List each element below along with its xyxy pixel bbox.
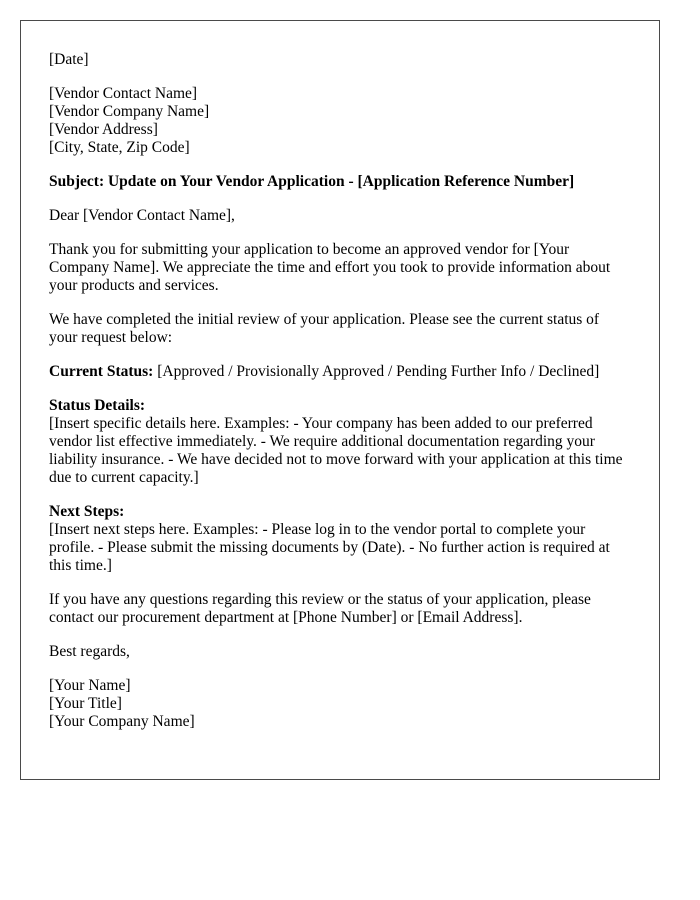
next-steps-text: [Insert next steps here. Examples: - Please log in to the vendor portal to complete your profile. - Please submit the missing documents by (Date). - No further action is required at this time.] — [49, 521, 610, 574]
review-paragraph: We have completed the initial review of your application. Please see the current status of your request below: — [49, 311, 600, 346]
recipient-contact-name: [Vendor Contact Name] — [49, 85, 198, 102]
subject-line: Subject: Update on Your Vendor Application - [Application Reference Number] — [49, 173, 575, 190]
status-details-heading: Status Details: — [49, 397, 146, 414]
signature-name: [Your Name] — [49, 677, 131, 694]
current-status — [49, 363, 631, 381]
contact-paragraph: If you have any questions regarding this review or the status of your application, please contact our procurement department at [Phone Number] or [Email Address]. — [49, 591, 591, 626]
next-steps-heading: Next Steps: — [49, 503, 125, 520]
recipient-address-block — [49, 85, 631, 157]
letter-page — [20, 20, 660, 780]
current-status-label: Current Status: — [49, 363, 154, 380]
recipient-address: [Vendor Address] — [49, 121, 158, 138]
signature-block — [49, 677, 631, 731]
current-status-value: [Approved / Provisionally Approved / Pending Further Info / Declined] — [153, 363, 600, 380]
closing: Best regards, — [49, 643, 130, 660]
recipient-company-name: [Vendor Company Name] — [49, 103, 210, 120]
status-details-section — [49, 397, 631, 487]
intro-paragraph: Thank you for submitting your application to become an approved vendor for [Your Company Name]. We appreciate the time and effort you took to provide information about your products and services. — [49, 241, 611, 294]
status-details-text: [Insert specific details here. Examples: - Your company has been added to our preferred vendor list effective immediately. - We require additional documentation regarding your liability insurance. - We have decided not to move forward with your application at this time due to current capacity.] — [49, 415, 623, 486]
next-steps-section — [49, 503, 631, 575]
recipient-city-state-zip: [City, State, Zip Code] — [49, 139, 190, 156]
date-line — [49, 51, 631, 69]
signature-company: [Your Company Name] — [49, 713, 195, 730]
date: [Date] — [49, 51, 89, 68]
salutation: Dear [Vendor Contact Name], — [49, 207, 235, 224]
signature-title: [Your Title] — [49, 695, 122, 712]
